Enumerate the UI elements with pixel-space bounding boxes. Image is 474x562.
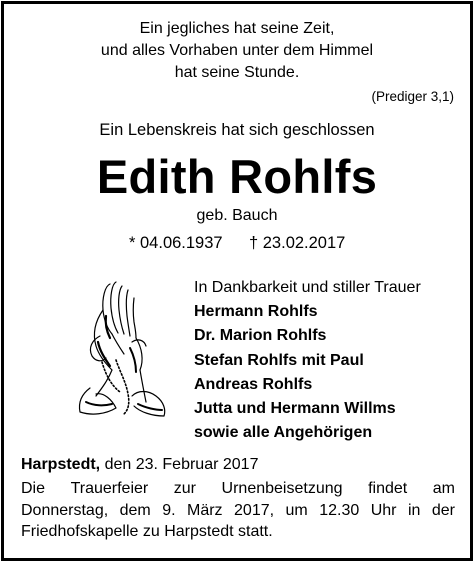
funeral-line-1 [21, 478, 455, 500]
funeral-word: 2017, [234, 501, 275, 519]
obituary-card [1, 1, 473, 561]
circle-closed-line: Ein Lebenskreis hat sich geschlossen [99, 121, 375, 139]
verse-line: hat seine Stunde. [174, 64, 300, 81]
mourner-name: Dr. Marion Rohlfs [194, 327, 327, 345]
funeral-line-3: Friedhofskapelle zu Harpstedt statt. [21, 523, 273, 540]
funeral-word: 12.30 [319, 501, 360, 519]
verse-line: und alles Vorhaben unter dem Himmel [100, 42, 374, 59]
bible-verse [4, 18, 470, 84]
verse-line: Ein jegliches hat seine Zeit, [139, 20, 335, 37]
mourners-intro: In Dankbarkeit und stiller Trauer [194, 279, 421, 296]
mourner-name: Andreas Rohlfs [194, 375, 313, 393]
funeral-word: Trauerfeier [70, 480, 149, 497]
birth-date: * 04.06.1937 [129, 234, 223, 252]
funeral-word: der [431, 501, 455, 519]
place-date-line [21, 456, 258, 474]
place-name: Harpstedt, [21, 456, 101, 473]
mourner-name: Hermann Rohlfs [194, 303, 318, 320]
mourners-block [194, 276, 421, 446]
funeral-details [21, 478, 455, 543]
funeral-word: Die [21, 480, 46, 497]
maiden-name: geb. Bauch [196, 207, 278, 224]
funeral-word: zur [173, 480, 196, 497]
praying-hands-icon [72, 276, 172, 418]
notice-date: den 23. Februar 2017 [104, 456, 259, 473]
funeral-word: in [407, 501, 421, 519]
funeral-word: am [432, 480, 455, 497]
mourner-name: Stefan Rohlfs mit Paul [194, 351, 364, 369]
funeral-word: dem [119, 501, 151, 519]
mourner-name: Jutta und Hermann Willms [194, 400, 396, 418]
funeral-word: um [285, 501, 308, 519]
funeral-word: Uhr [370, 501, 397, 519]
funeral-word: März [187, 501, 223, 519]
death-date: † 23.02.2017 [249, 234, 346, 252]
funeral-line-2 [21, 500, 455, 522]
mourner-name: sowie alle Angehörigen [194, 424, 373, 442]
deceased-name: Edith Rohlfs [96, 150, 378, 203]
funeral-word: findet [368, 480, 408, 497]
funeral-word: Donnerstag, [21, 501, 109, 519]
verse-source: (Prediger 3,1) [371, 89, 454, 104]
funeral-word: Urnenbeisetzung [221, 480, 343, 497]
funeral-word: 9. [162, 501, 176, 519]
